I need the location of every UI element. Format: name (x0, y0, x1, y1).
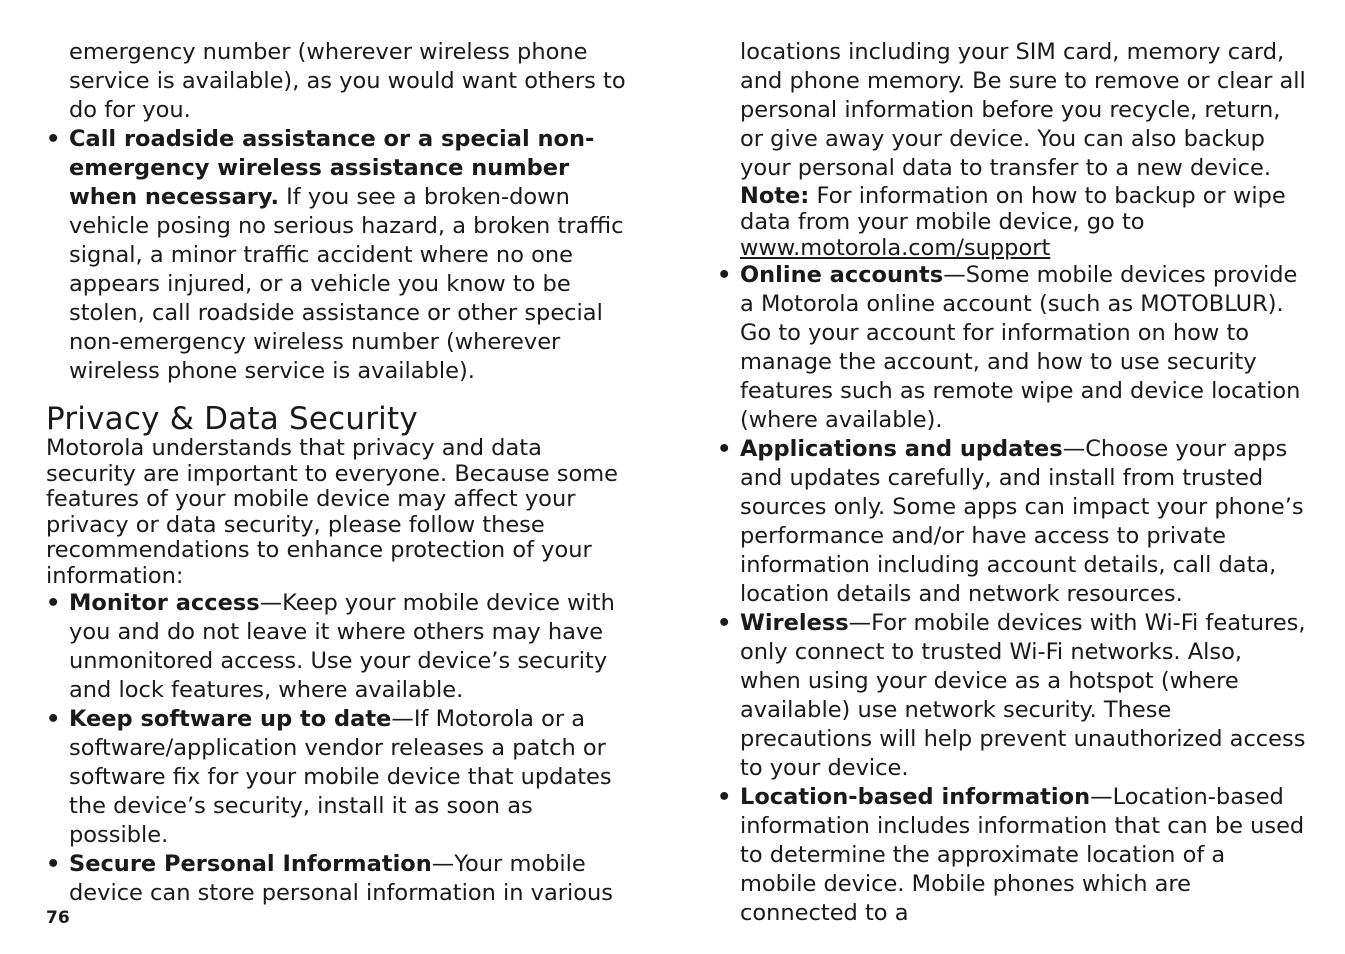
bullet-roadside-assistance (46, 125, 636, 386)
bullet-text: —Your mobile device can store personal information in various (69, 851, 614, 906)
bullet-text: —If Motorola or a software/application vendor releases a patch or software fix for your mobile device that updates the device’s security, install it as soon as possible. (69, 706, 612, 848)
bullet-monitor-access (46, 589, 636, 705)
continued-paragraph: locations including your SIM card, memory card, and phone memory. Be sure to remove or clear all personal information before you recycle, return, or give away your device. You can also backup your personal data to transfer to a new device. (740, 39, 1306, 181)
bullet-text: —Location-based information includes information that can be used to determine the approximate location of a mobile device. Mobile phones which are connected to a (740, 784, 1305, 926)
bullet-heading: Wireless (740, 610, 849, 636)
intro-paragraph: Motorola understands that privacy and data security are important to everyone. Because some features of your mobile device may affect your privacy or data security, please follow these recommendations to enhance protection of your information: (46, 435, 618, 589)
bullet-text: If you see a broken-down vehicle posing no serious hazard, a broken traffic signal, a minor traffic accident where no one appears injured, or a vehicle you know to be stolen, call roadside assistance or other special non-emergency wireless number (wherever wireless phone service is available). (69, 184, 624, 384)
bullet-text: —Keep your mobile device with you and do not leave it where others may have unmonitored access. Use your device’s security and lock features, where available. (69, 590, 615, 703)
bullet-heading: Secure Personal Information (69, 851, 432, 877)
bullet-location-based-info (717, 783, 1307, 928)
bullet-secure-personal-info (46, 850, 636, 908)
bullet-heading: Applications and updates (740, 436, 1063, 462)
bullet-heading: Keep software up to date (69, 706, 392, 732)
right-column (717, 38, 1307, 928)
bullet-online-accounts (717, 261, 1307, 435)
bullet-applications-updates (717, 435, 1307, 609)
bullet-heading: Location-based information (740, 784, 1091, 810)
safety-bullet-list (46, 125, 636, 386)
privacy-bullet-list-continued (717, 261, 1307, 928)
continued-paragraph: emergency number (wherever wireless phone service is available), as you would want others to do for you. (69, 39, 626, 123)
bullet-text: —Choose your apps and updates carefully, and install from trusted sources only. Some apps can impact your phone’s performance and/or have access to private information including account details, call data, location details and network resources. (740, 436, 1304, 607)
note-label: Note: (740, 183, 810, 209)
note-text: For information on how to backup or wipe data from your mobile device, go to (740, 183, 1286, 235)
left-column (46, 38, 636, 908)
section-title: Privacy & Data Security (46, 401, 418, 437)
bullet-heading: Online accounts (740, 262, 944, 288)
bullet-text: —For mobile devices with Wi-Fi features, only connect to trusted Wi-Fi networks. Also, when using your device as a hotspot (where available) use network security. These precautions will help prevent unauthorized access to your device. (740, 610, 1306, 781)
page-number: 76 (46, 908, 70, 928)
support-link[interactable]: www.motorola.com/support (740, 235, 1051, 261)
privacy-bullet-list (46, 589, 636, 908)
note (717, 183, 1307, 261)
bullet-wireless (717, 609, 1307, 783)
bullet-heading: Call roadside assistance or a special non-emergency wireless assistance number when necessary. (69, 126, 595, 210)
bullet-heading: Monitor access (69, 590, 260, 616)
bullet-text: —Some mobile devices provide a Motorola online account (such as MOTOBLUR). Go to your account for information on how to manage the account, and how to use security features such as remote wipe and device location (where available). (740, 262, 1301, 433)
bullet-keep-software-updated (46, 705, 636, 850)
